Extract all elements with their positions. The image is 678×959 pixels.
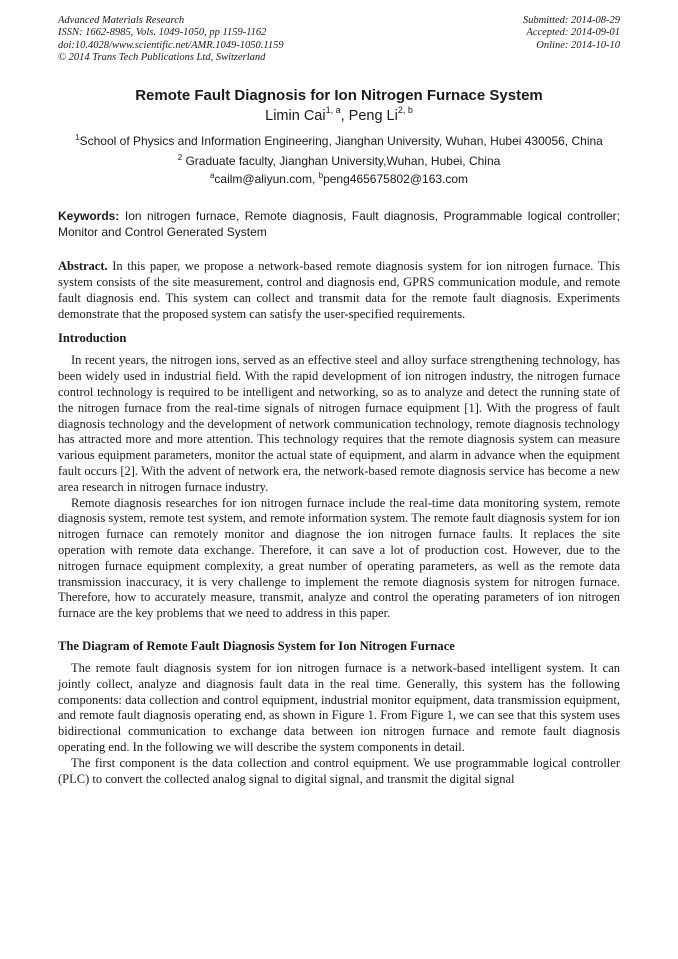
email-2-mark: b (318, 171, 324, 181)
author-line (58, 107, 620, 126)
section-heading-diagram: The Diagram of Remote Fault Diagnosis System for Ion Nitrogen Furnace (58, 638, 455, 653)
author-emails (58, 172, 620, 187)
email-2: peng465675802@163.com (323, 172, 469, 187)
diagram-paragraph-1: The remote fault diagnosis system for ion nitrogen furnace is a network-based intelligent system. It can jointly collect, analyze and diagnosis fault data in the real time. Generally, this system has the following components: data collection and control equipment, industrial monitor equipment, data transmission equipment, and remote fault diagnosis operating end, as shown in Figure 1. From Figure 1, we can see that this system uses bidirectional communication to exchange data between ion nitrogen furnace and remote fault diagnosis operating end. In the following we will describe the system components in detail. (58, 660, 620, 754)
abstract-block (58, 259, 620, 322)
introduction-paragraph-1: In recent years, the nitrogen ions, served as an effective steel and alloy surface strengthening technology, has been widely used in industrial field. With the rapid development of ion nitrogen industry, the nitrogen furnace control technology is required to be intelligent and networking, so as to analyze and detect the running state of the nitrogen furnace from the real-time signals of nitrogen furnace equipment [1]. With the progress of fault diagnosis technology and the development of network communication technology, remote diagnosis technology has attracted more and more attention. This technology requires that the remote diagnosis system can measure various equipment parameters, monitor the actual state of equipment, and alarm in advance when the equipment fault occurs [2]. With the advent of network era, the network-based remote diagnosis service has become a new area research in nitrogen furnace industry. (58, 353, 620, 494)
affiliation-1-mark: 1 (75, 133, 80, 143)
abstract-text: In this paper, we propose a network-based remote diagnosis system for ion nitrogen furnace. This system consists of the site measurement, control and diagnosis end, GPRS communication module, and remote fault diagnosis end. This system can collect and transmit data for the remote fault diagnosis. Experiments demonstrate that the proposed system can satisfy the user-specified requirements. (58, 259, 621, 321)
email-1: cailm@aliyun.com, (214, 172, 319, 187)
affiliation-2-text: Graduate faculty, Jianghan University,Wuhan, Hubei, China (182, 154, 501, 169)
diagram-paragraph-2: The first component is the data collection and control equipment. We use programmable logical controller (PLC) to convert the collected analog signal to digital signal, and transmit the digital signal (58, 755, 620, 786)
journal-copyright-line: © 2014 Trans Tech Publications Ltd, Switzerland (58, 51, 266, 63)
affiliation-1-text: School of Physics and Information Engineering, Jianghan University, Wuhan, Hubei 430056, China (79, 134, 603, 149)
introduction-paragraph-2: Remote diagnosis researches for ion nitrogen furnace include the real-time data monitoring system, remote diagnosis system, remote test system, and remote information system. The remote fault diagnosis system for ion nitrogen furnace can remotely monitor and diagnose the ion nitrogen furnace faults. It replaces the site operation with remote data exchange. Therefore, it can save a lot of production cost. However, due to the nitrogen furnace equipment complexity, a great number of operating parameters, as well as the remote data transmission inaccuracy, it is very challenge to implement the remote diagnosis system for nitrogen furnace. Therefore, how to accurately measure, transmit, analyze and control the operating parameters of ion nitrogen furnace are the key problems that we need to address in this paper. (58, 495, 620, 621)
author-1-name: Limin Cai (265, 108, 326, 125)
section-heading-introduction: Introduction (58, 331, 127, 346)
submitted-date: Submitted: 2014-08-29 (522, 15, 620, 26)
paper-title: Remote Fault Diagnosis for Ion Nitrogen Furnace System (135, 87, 543, 105)
affiliation-2-mark: 2 (177, 153, 183, 163)
journal-issn-line: ISSN: 1662-8985, Vols. 1049-1050, pp 1159-1162 (58, 27, 267, 39)
journal-doi-line: doi:10.4028/www.scientific.net/AMR.1049-1050.1159 (58, 39, 284, 51)
online-date: Online: 2014-10-10 (536, 39, 620, 51)
keywords-text: Ion nitrogen furnace, Remote diagnosis, Fault diagnosis, Programmable logical controller; Monitor and Control Generated System (58, 209, 620, 240)
affiliation-1 (58, 134, 620, 149)
abstract-label: Abstract. (58, 259, 108, 274)
accepted-date: Accepted: 2014-09-01 (526, 27, 620, 39)
journal-name: Advanced Materials Research (58, 15, 185, 26)
author-separator: , (340, 108, 349, 125)
email-1-mark: a (209, 171, 215, 181)
affiliation-2 (58, 154, 620, 169)
journal-info (58, 15, 284, 64)
author-1-affiliation-mark: 1, a (325, 105, 341, 116)
journal-header (58, 15, 620, 64)
submission-dates (523, 15, 620, 64)
author-2-name: Peng Li (348, 108, 398, 125)
keywords-label: Keywords: (58, 209, 120, 224)
keywords-block (58, 208, 620, 240)
author-2-affiliation-mark: 2, b (397, 105, 413, 116)
